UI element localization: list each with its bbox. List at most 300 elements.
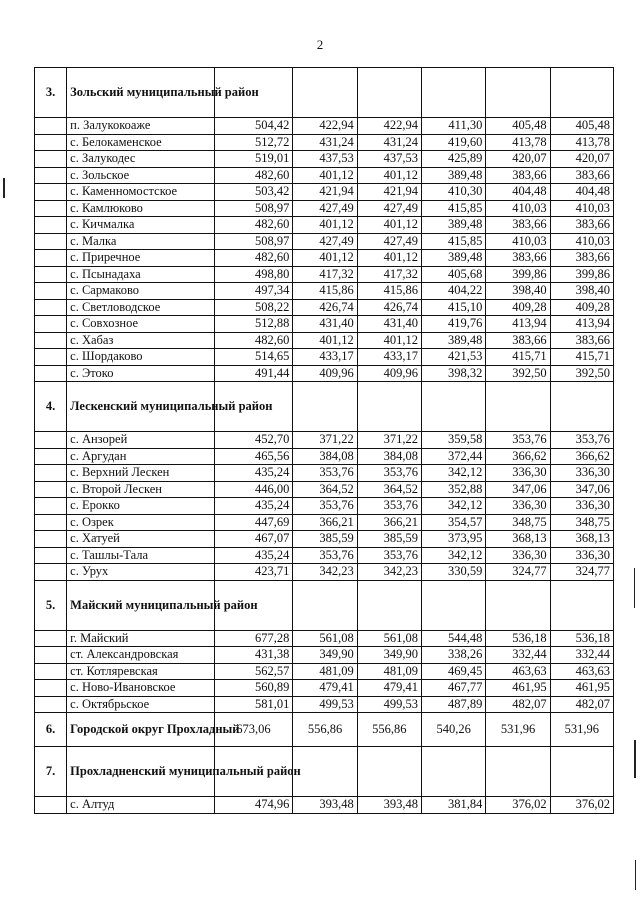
settlement-name: с. Светловодское [67, 299, 214, 316]
row-number [35, 448, 67, 465]
table-row [35, 200, 614, 217]
value-cell: 353,76 [357, 465, 421, 482]
value-cell: 405,48 [550, 118, 613, 135]
value-cell [550, 382, 613, 432]
value-cell: 415,71 [486, 349, 550, 366]
value-cell: 348,75 [486, 514, 550, 531]
value-cell: 336,30 [550, 547, 613, 564]
value-cell: 336,30 [550, 465, 613, 482]
value-cell: 427,49 [357, 200, 421, 217]
table-body [35, 68, 614, 814]
table-row [35, 564, 614, 581]
row-number [35, 481, 67, 498]
value-cell: 469,45 [422, 663, 486, 680]
value-cell: 359,58 [422, 432, 486, 449]
value-cell: 437,53 [293, 151, 357, 168]
settlement-name: с. Псынадаха [67, 266, 214, 283]
value-cell: 540,26 [422, 713, 486, 747]
value-cell: 508,22 [214, 299, 293, 316]
value-cell: 413,78 [486, 134, 550, 151]
value-cell: 409,96 [357, 365, 421, 382]
value-cell: 404,48 [486, 184, 550, 201]
value-cell: 366,62 [550, 448, 613, 465]
region-row [35, 68, 614, 118]
row-number [35, 365, 67, 382]
table-row [35, 663, 614, 680]
row-number [35, 250, 67, 267]
row-number [35, 647, 67, 664]
value-cell [486, 580, 550, 630]
table-row [35, 134, 614, 151]
value-cell: 560,89 [214, 680, 293, 697]
table-row [35, 299, 614, 316]
value-cell: 421,94 [293, 184, 357, 201]
value-cell [486, 747, 550, 797]
table-row [35, 365, 614, 382]
value-cell: 482,60 [214, 250, 293, 267]
value-cell: 415,85 [422, 233, 486, 250]
value-cell: 487,89 [422, 696, 486, 713]
value-cell [550, 747, 613, 797]
settlement-name: с. Совхозное [67, 316, 214, 333]
value-cell: 342,12 [422, 547, 486, 564]
value-cell: 392,50 [486, 365, 550, 382]
value-cell: 376,02 [550, 797, 613, 814]
table-row [35, 316, 614, 333]
value-cell: 421,94 [357, 184, 421, 201]
value-cell: 389,48 [422, 332, 486, 349]
value-cell [422, 68, 486, 118]
table-row [35, 630, 614, 647]
value-cell: 531,96 [486, 713, 550, 747]
value-cell: 482,60 [214, 167, 293, 184]
row-number [35, 118, 67, 135]
value-cell: 556,86 [293, 713, 357, 747]
value-cell: 385,59 [357, 531, 421, 548]
settlement-name: с. Шордаково [67, 349, 214, 366]
settlement-name: с. Ново-Ивановское [67, 680, 214, 697]
table-row [35, 349, 614, 366]
value-cell: 499,53 [293, 696, 357, 713]
value-cell: 383,66 [550, 167, 613, 184]
row-number [35, 299, 67, 316]
table-row [35, 167, 614, 184]
value-cell: 415,71 [550, 349, 613, 366]
value-cell [293, 747, 357, 797]
value-cell: 433,17 [293, 349, 357, 366]
value-cell: 452,70 [214, 432, 293, 449]
value-cell: 409,28 [486, 299, 550, 316]
value-cell: 426,74 [357, 299, 421, 316]
value-cell: 409,28 [550, 299, 613, 316]
value-cell: 435,24 [214, 498, 293, 515]
value-cell: 342,23 [357, 564, 421, 581]
value-cell: 401,12 [357, 332, 421, 349]
row-number [35, 564, 67, 581]
value-cell: 467,07 [214, 531, 293, 548]
settlement-name: с. Зольское [67, 167, 214, 184]
table-row [35, 547, 614, 564]
value-cell: 497,34 [214, 283, 293, 300]
table-row [35, 448, 614, 465]
settlement-name: с. Ташлы-Тала [67, 547, 214, 564]
row-number [35, 498, 67, 515]
value-cell: 383,66 [486, 167, 550, 184]
value-cell: 376,02 [486, 797, 550, 814]
settlement-name: с. Каменномостское [67, 184, 214, 201]
value-cell: 413,94 [550, 316, 613, 333]
value-cell: 504,42 [214, 118, 293, 135]
value-cell: 482,60 [214, 332, 293, 349]
row-number [35, 547, 67, 564]
row-number [35, 514, 67, 531]
value-cell: 383,66 [486, 332, 550, 349]
settlement-name: ст. Александровская [67, 647, 214, 664]
value-cell: 385,59 [293, 531, 357, 548]
value-cell: 324,77 [550, 564, 613, 581]
value-cell: 393,48 [357, 797, 421, 814]
value-cell: 401,12 [293, 167, 357, 184]
value-cell: 353,76 [293, 547, 357, 564]
value-cell: 677,28 [214, 630, 293, 647]
value-cell: 536,18 [486, 630, 550, 647]
settlement-name: г. Майский [67, 630, 214, 647]
value-cell: 353,76 [293, 465, 357, 482]
value-cell: 431,40 [357, 316, 421, 333]
row-number [35, 167, 67, 184]
value-cell [422, 580, 486, 630]
value-cell: 405,68 [422, 266, 486, 283]
value-cell: 419,76 [422, 316, 486, 333]
value-cell: 401,12 [293, 332, 357, 349]
value-cell: 401,12 [293, 217, 357, 234]
value-cell: 581,01 [214, 696, 293, 713]
value-cell [550, 580, 613, 630]
value-cell: 556,86 [357, 713, 421, 747]
value-cell: 447,69 [214, 514, 293, 531]
value-cell: 409,96 [293, 365, 357, 382]
value-cell: 446,00 [214, 481, 293, 498]
value-cell: 401,12 [293, 250, 357, 267]
value-cell: 392,50 [550, 365, 613, 382]
value-cell: 384,08 [357, 448, 421, 465]
value-cell [357, 580, 421, 630]
settlement-name: с. Урух [67, 564, 214, 581]
value-cell: 398,32 [422, 365, 486, 382]
row-number [35, 316, 67, 333]
settlement-name: с. Малка [67, 233, 214, 250]
row-number [35, 233, 67, 250]
value-cell: 353,76 [293, 498, 357, 515]
value-cell: 415,86 [293, 283, 357, 300]
value-cell: 353,76 [357, 498, 421, 515]
value-cell: 536,18 [550, 630, 613, 647]
value-cell: 431,24 [357, 134, 421, 151]
value-cell: 352,88 [422, 481, 486, 498]
table-row [35, 250, 614, 267]
row-number [35, 332, 67, 349]
value-cell: 401,12 [357, 217, 421, 234]
value-cell: 384,08 [293, 448, 357, 465]
row-number [35, 465, 67, 482]
value-cell: 512,88 [214, 316, 293, 333]
value-cell: 427,49 [293, 200, 357, 217]
settlement-name: с. Белокаменское [67, 134, 214, 151]
settlement-name: п. Залукокоаже [67, 118, 214, 135]
value-cell: 491,44 [214, 365, 293, 382]
value-cell: 404,48 [550, 184, 613, 201]
value-cell: 373,95 [422, 531, 486, 548]
settlement-name: с. Анзорей [67, 432, 214, 449]
value-cell: 482,07 [550, 696, 613, 713]
value-cell: 342,12 [422, 498, 486, 515]
value-cell: 371,22 [293, 432, 357, 449]
value-cell: 415,86 [357, 283, 421, 300]
row-number [35, 349, 67, 366]
table-row [35, 680, 614, 697]
row-number [35, 266, 67, 283]
row-number [35, 797, 67, 814]
value-cell: 519,01 [214, 151, 293, 168]
table-row [35, 283, 614, 300]
value-cell: 405,48 [486, 118, 550, 135]
value-cell: 401,12 [357, 167, 421, 184]
value-cell: 425,89 [422, 151, 486, 168]
region-name: Городской округ Прохладный [67, 713, 214, 747]
value-cell: 420,07 [550, 151, 613, 168]
region-row [35, 713, 614, 747]
value-cell: 372,44 [422, 448, 486, 465]
table-row [35, 217, 614, 234]
table-row [35, 432, 614, 449]
table-row [35, 531, 614, 548]
row-number [35, 432, 67, 449]
value-cell: 479,41 [293, 680, 357, 697]
table-row [35, 184, 614, 201]
value-cell: 508,97 [214, 233, 293, 250]
value-cell: 330,59 [422, 564, 486, 581]
value-cell: 561,08 [357, 630, 421, 647]
row-number [35, 696, 67, 713]
row-number [35, 283, 67, 300]
table-row [35, 465, 614, 482]
page-number: 2 [316, 37, 324, 52]
table-row [35, 647, 614, 664]
value-cell: 413,94 [486, 316, 550, 333]
value-cell: 481,09 [293, 663, 357, 680]
row-number [35, 531, 67, 548]
value-cell: 383,66 [486, 217, 550, 234]
value-cell: 463,63 [550, 663, 613, 680]
value-cell: 503,42 [214, 184, 293, 201]
value-cell: 417,32 [293, 266, 357, 283]
value-cell: 401,12 [357, 250, 421, 267]
value-cell: 411,30 [422, 118, 486, 135]
value-cell: 431,38 [214, 647, 293, 664]
value-cell: 349,90 [357, 647, 421, 664]
settlement-name: с. Второй Лескен [67, 481, 214, 498]
region-row [35, 747, 614, 797]
value-cell [357, 68, 421, 118]
value-cell [486, 68, 550, 118]
value-cell: 419,60 [422, 134, 486, 151]
scan-mark-right-1 [634, 568, 635, 608]
value-cell: 366,21 [293, 514, 357, 531]
value-cell [357, 382, 421, 432]
table-row [35, 481, 614, 498]
value-cell: 364,52 [293, 481, 357, 498]
value-cell: 336,30 [486, 547, 550, 564]
value-cell: 399,86 [486, 266, 550, 283]
table-row [35, 696, 614, 713]
settlement-name: с. Приречное [67, 250, 214, 267]
value-cell: 354,57 [422, 514, 486, 531]
value-cell: 461,95 [486, 680, 550, 697]
table-row [35, 332, 614, 349]
settlement-name: с. Хатуей [67, 531, 214, 548]
value-cell: 437,53 [357, 151, 421, 168]
value-cell: 342,12 [422, 465, 486, 482]
settlement-name: с. Алтуд [67, 797, 214, 814]
region-row [35, 580, 614, 630]
value-cell: 399,86 [550, 266, 613, 283]
region-name: Прохладненский муниципальный район [67, 747, 214, 797]
value-cell: 353,76 [550, 432, 613, 449]
settlement-name: ст. Котляревская [67, 663, 214, 680]
scan-mark-left [3, 178, 5, 198]
value-cell: 398,40 [486, 283, 550, 300]
value-cell: 348,75 [550, 514, 613, 531]
table-row [35, 233, 614, 250]
value-cell: 474,96 [214, 797, 293, 814]
value-cell: 498,80 [214, 266, 293, 283]
value-cell: 347,06 [550, 481, 613, 498]
table-row [35, 498, 614, 515]
value-cell: 420,07 [486, 151, 550, 168]
value-cell: 383,66 [550, 217, 613, 234]
settlement-name: с. Озрек [67, 514, 214, 531]
value-cell: 562,57 [214, 663, 293, 680]
settlement-name: с. Этоко [67, 365, 214, 382]
scan-mark-right-2 [634, 740, 636, 778]
row-number: 5. [35, 580, 67, 630]
value-cell: 383,66 [550, 250, 613, 267]
settlement-name: с. Залукодес [67, 151, 214, 168]
region-name: Лескенский муниципальный район [67, 382, 214, 432]
region-name: Майский муниципальный район [67, 580, 214, 630]
settlement-name: с. Ерокко [67, 498, 214, 515]
settlement-name: с. Хабаз [67, 332, 214, 349]
row-number [35, 200, 67, 217]
row-number [35, 151, 67, 168]
value-cell: 336,30 [550, 498, 613, 515]
value-cell: 422,94 [293, 118, 357, 135]
value-cell: 435,24 [214, 465, 293, 482]
value-cell: 431,40 [293, 316, 357, 333]
row-number: 6. [35, 713, 67, 747]
row-number [35, 184, 67, 201]
value-cell: 482,07 [486, 696, 550, 713]
value-cell: 336,30 [486, 465, 550, 482]
row-number: 4. [35, 382, 67, 432]
tariff-table [34, 67, 614, 814]
value-cell: 427,49 [293, 233, 357, 250]
value-cell: 673,06 [214, 713, 293, 747]
region-row [35, 382, 614, 432]
value-cell [422, 747, 486, 797]
value-cell: 410,03 [486, 200, 550, 217]
value-cell: 410,03 [550, 200, 613, 217]
table-row [35, 151, 614, 168]
table-row [35, 118, 614, 135]
value-cell: 413,78 [550, 134, 613, 151]
value-cell: 514,65 [214, 349, 293, 366]
value-cell: 404,22 [422, 283, 486, 300]
settlement-name: с. Кичмалка [67, 217, 214, 234]
value-cell [293, 68, 357, 118]
value-cell: 410,03 [550, 233, 613, 250]
table-row [35, 514, 614, 531]
value-cell: 410,03 [486, 233, 550, 250]
value-cell: 383,66 [550, 332, 613, 349]
row-number [35, 217, 67, 234]
value-cell: 431,24 [293, 134, 357, 151]
value-cell: 417,32 [357, 266, 421, 283]
value-cell: 461,95 [550, 680, 613, 697]
value-cell: 415,10 [422, 299, 486, 316]
settlement-name: с. Камлюково [67, 200, 214, 217]
row-number: 7. [35, 747, 67, 797]
settlement-name: с. Сармаково [67, 283, 214, 300]
value-cell: 435,24 [214, 547, 293, 564]
row-number: 3. [35, 68, 67, 118]
value-cell [357, 747, 421, 797]
value-cell: 342,23 [293, 564, 357, 581]
value-cell: 467,77 [422, 680, 486, 697]
value-cell: 465,56 [214, 448, 293, 465]
value-cell: 422,94 [357, 118, 421, 135]
settlement-name: с. Октябрьское [67, 696, 214, 713]
value-cell [293, 580, 357, 630]
value-cell: 423,71 [214, 564, 293, 581]
value-cell: 479,41 [357, 680, 421, 697]
value-cell: 381,84 [422, 797, 486, 814]
row-number [35, 680, 67, 697]
value-cell: 398,40 [550, 283, 613, 300]
value-cell [293, 382, 357, 432]
row-number [35, 630, 67, 647]
value-cell: 347,06 [486, 481, 550, 498]
value-cell: 366,21 [357, 514, 421, 531]
value-cell: 371,22 [357, 432, 421, 449]
settlement-name: с. Аргудан [67, 448, 214, 465]
value-cell: 393,48 [293, 797, 357, 814]
row-number [35, 134, 67, 151]
value-cell: 389,48 [422, 217, 486, 234]
value-cell: 512,72 [214, 134, 293, 151]
value-cell: 508,97 [214, 200, 293, 217]
value-cell: 561,08 [293, 630, 357, 647]
value-cell: 410,30 [422, 184, 486, 201]
row-number [35, 663, 67, 680]
value-cell: 531,96 [550, 713, 613, 747]
value-cell: 332,44 [486, 647, 550, 664]
value-cell: 353,76 [357, 547, 421, 564]
value-cell: 482,60 [214, 217, 293, 234]
value-cell: 544,48 [422, 630, 486, 647]
value-cell: 349,90 [293, 647, 357, 664]
value-cell: 481,09 [357, 663, 421, 680]
